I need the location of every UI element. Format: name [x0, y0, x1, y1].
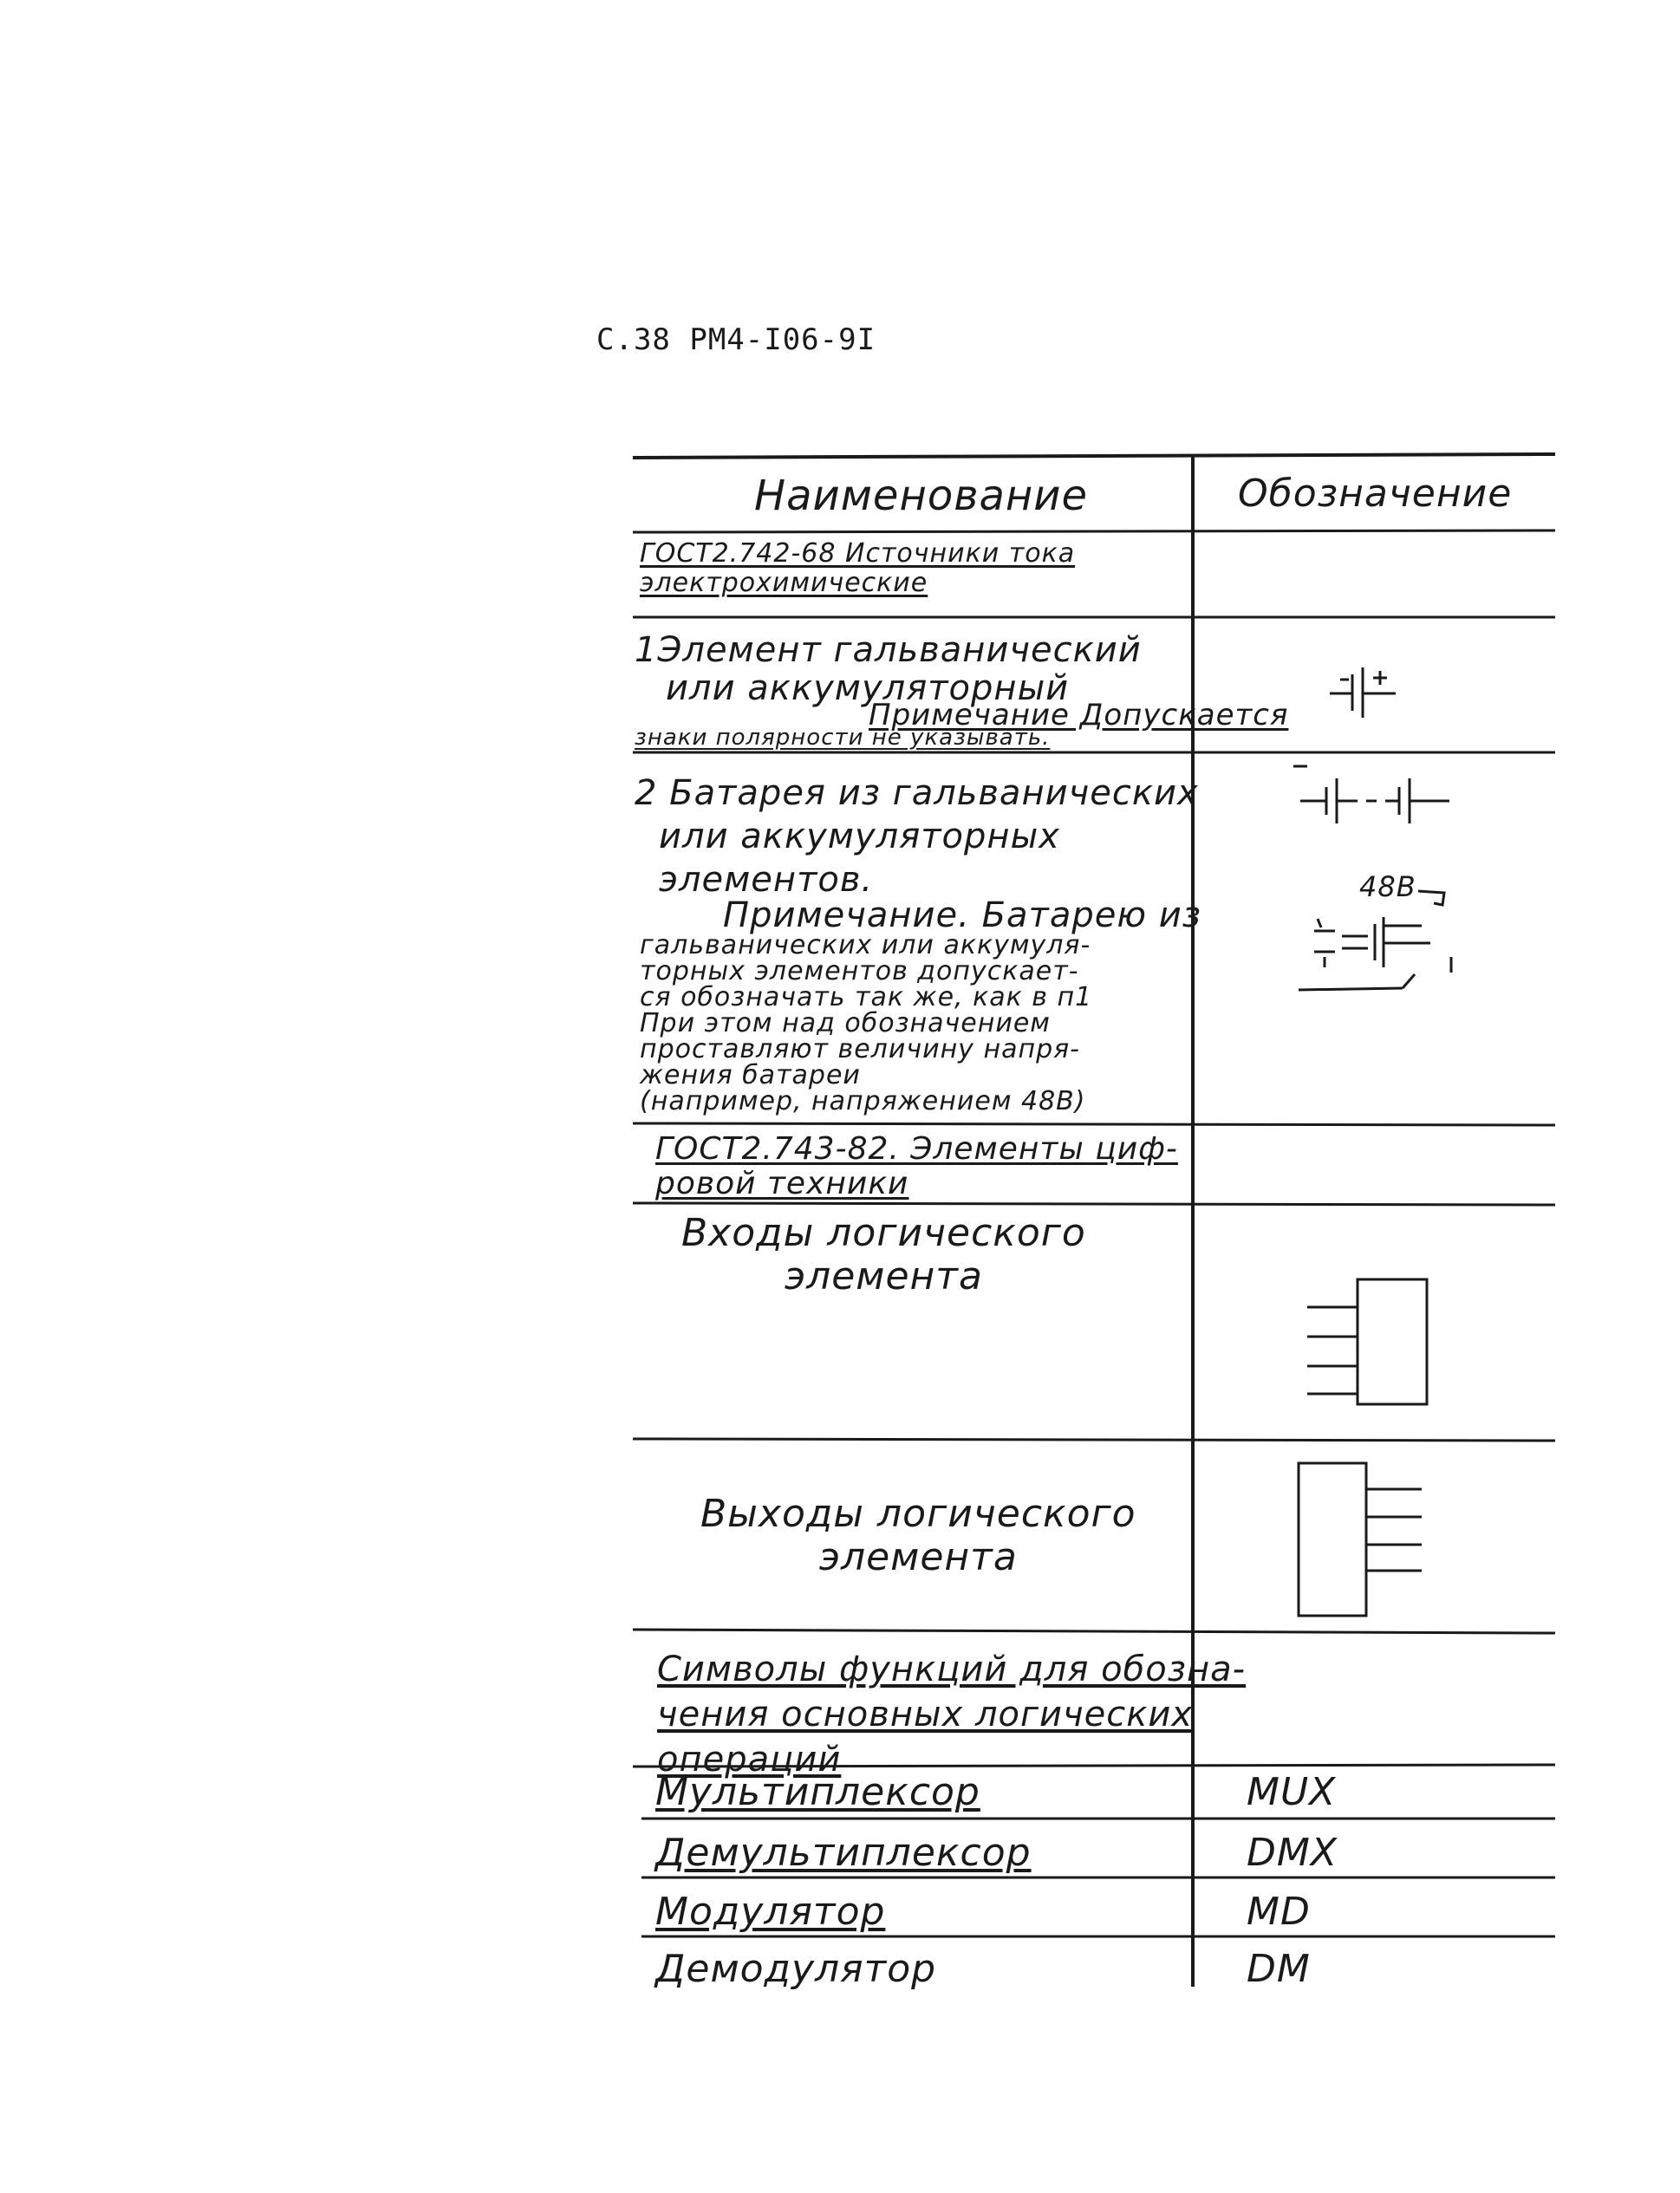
item-logic-outputs-line1: Выходы логического [700, 1492, 1136, 1536]
item-logic-inputs-line2: элемента [784, 1254, 983, 1298]
note-battery-line3: торных элементов допускает- [640, 956, 1079, 986]
item-logic-inputs [681, 1212, 1086, 1298]
section-gost-2743 [655, 1132, 1178, 1201]
voltage-label: 48В [1359, 870, 1416, 903]
battery-voltage-symbol [1299, 891, 1451, 990]
rule-header [633, 530, 1555, 532]
item-galvanic-cell-line1: 1Элемент гальванический [635, 630, 1142, 670]
item-logic-inputs-line1: Входы логического [681, 1211, 1086, 1255]
note-galvanic-cell [635, 698, 1289, 751]
item-battery-line1: 2 Батарея из гальванических [635, 773, 1199, 813]
rule-outputs [633, 1630, 1555, 1633]
column-header-name: Наименование [754, 472, 1089, 520]
item-battery-line3: элементов. [659, 860, 874, 900]
section-function-symbols-line3: операций [657, 1740, 842, 1780]
row-dm-name: Демодулятор [655, 1947, 937, 1991]
note-battery-line5: При этом над обозначением [640, 1008, 1051, 1038]
note-battery-line2: гальванических или аккумуля- [640, 930, 1091, 960]
row-dmx-name: Демультиплексор [655, 1831, 1032, 1875]
row-dm-code: DM [1247, 1947, 1311, 1991]
rule-item2 [633, 1123, 1555, 1125]
row-dmx-code: DMX [1247, 1831, 1338, 1875]
rule-inputs [633, 1439, 1555, 1441]
section-gost-2743-line2: ровой техники [655, 1166, 909, 1201]
logic-outputs-symbol [1299, 1463, 1422, 1616]
item-logic-outputs [700, 1493, 1136, 1579]
note-battery [640, 895, 1201, 1116]
page-header: С.38 РМ4-I06-9I [596, 322, 876, 357]
note-battery-line4: ся обозначать так же, как в п1 [640, 982, 1093, 1012]
item-battery [635, 771, 1199, 901]
section-gost-2742-line2: электрохимические [640, 568, 928, 598]
section-gost-2742-line1: ГОСТ2.742-68 Источники тока [640, 538, 1076, 569]
note-galvanic-cell-line2: знаки полярности не указывать. [635, 725, 1051, 751]
rule-gost2 [633, 1203, 1555, 1205]
row-md-name: Модулятор [655, 1890, 886, 1934]
item-galvanic-cell [635, 631, 1142, 707]
battery-symbol [1293, 766, 1449, 823]
section-function-symbols [657, 1647, 1246, 1782]
section-gost-2742 [640, 539, 1075, 598]
note-battery-line8: (например, напряжением 48В) [640, 1086, 1086, 1116]
item-logic-outputs-line2: элемента [818, 1535, 1018, 1579]
note-battery-line1: Примечание. Батарею из [723, 895, 1201, 935]
section-gost-2743-line1: ГОСТ2.743-82. Элементы циф- [655, 1131, 1178, 1167]
item-galvanic-cell-line2: или аккумуляторный [666, 668, 1070, 708]
section-function-symbols-line1: Символы функций для обозна- [657, 1650, 1247, 1689]
row-md-code: MD [1247, 1890, 1311, 1934]
section-function-symbols-line2: чения основных логических [657, 1695, 1194, 1734]
column-header-code: Обозначение [1238, 472, 1513, 516]
row-mux-code: MUX [1247, 1770, 1337, 1814]
logic-inputs-symbol [1307, 1279, 1427, 1404]
note-galvanic-cell-line1: Примечание Допускается [869, 698, 1289, 732]
galvanic-cell-symbol [1330, 667, 1396, 718]
rule-top [633, 454, 1555, 458]
note-battery-line6: проставляют величину напря- [640, 1034, 1080, 1064]
note-battery-line7: жения батареи [640, 1060, 861, 1090]
row-mux-name: Мультиплексор [655, 1770, 980, 1814]
item-battery-line2: или аккумуляторных [659, 817, 1060, 856]
